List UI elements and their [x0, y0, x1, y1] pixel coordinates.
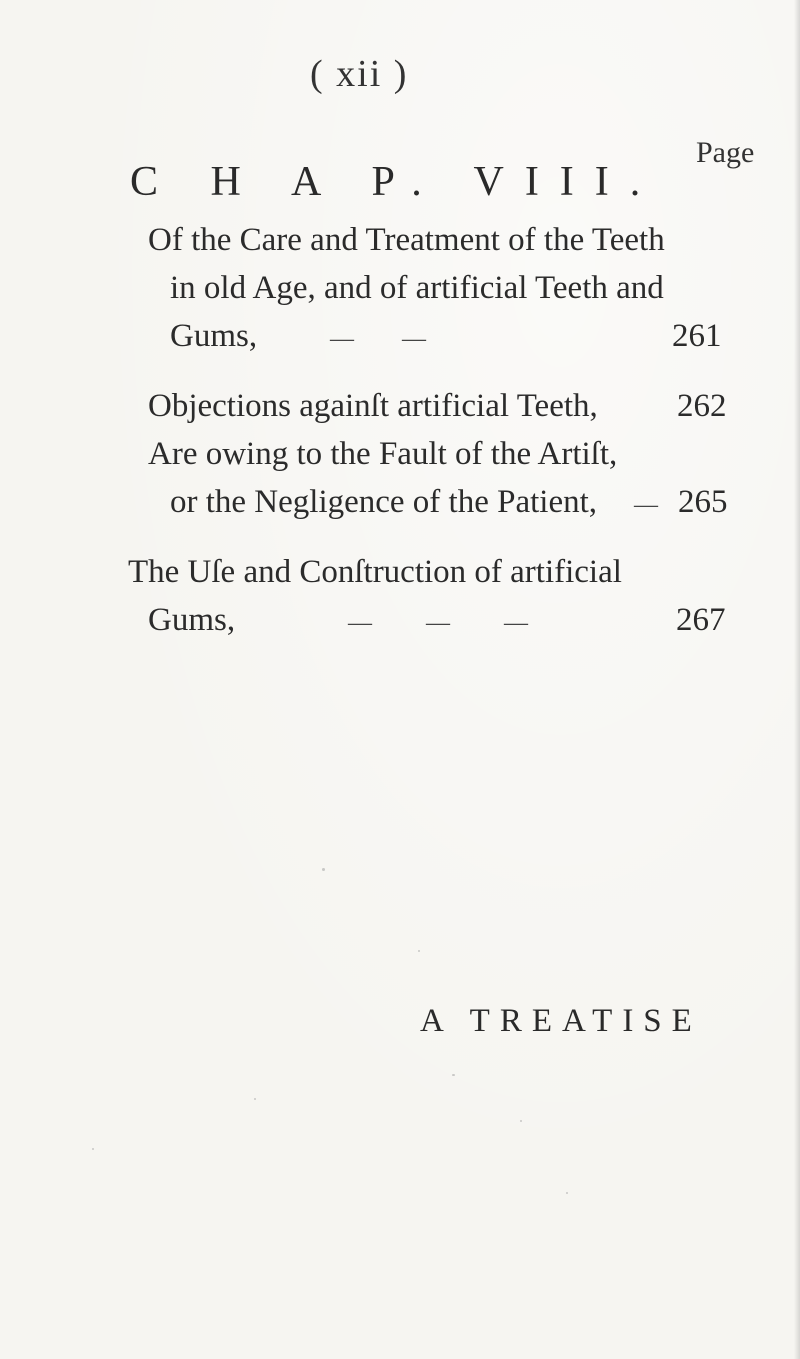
toc-entry-line: Of the Care and Treatment of the Teeth	[148, 222, 665, 258]
leader-dashes: — —	[330, 326, 427, 352]
toc-page-number: 262	[677, 388, 727, 424]
toc-entry-line: The Uſe and Conſtruction of artificial	[128, 554, 622, 590]
toc-entry-line: Gums,	[148, 602, 236, 638]
toc-page-number: 265	[678, 484, 728, 520]
toc-entry-line: Are owing to the Fault of the Artiſt,	[148, 436, 618, 472]
chapter-heading: C H A P. VIII.	[130, 159, 662, 205]
toc-entry-line: Objections againſt artificial Teeth,	[148, 388, 598, 424]
toc-entry-line: or the Negligence of the Patient,	[170, 484, 598, 520]
page-column-label: Page	[696, 136, 755, 169]
toc-entry-line: Gums,	[170, 318, 258, 354]
toc-page-number: 261	[672, 318, 722, 354]
catchword: A TREATISE	[420, 1003, 702, 1039]
toc-page-number: 267	[676, 602, 726, 638]
page-edge-shadow	[794, 0, 800, 1359]
toc-entry-line: in old Age, and of artificial Teeth and	[170, 270, 664, 306]
leader-dashes: —	[634, 492, 659, 518]
folio-page-number: ( xii )	[310, 53, 409, 95]
leader-dashes: — — —	[348, 610, 529, 636]
